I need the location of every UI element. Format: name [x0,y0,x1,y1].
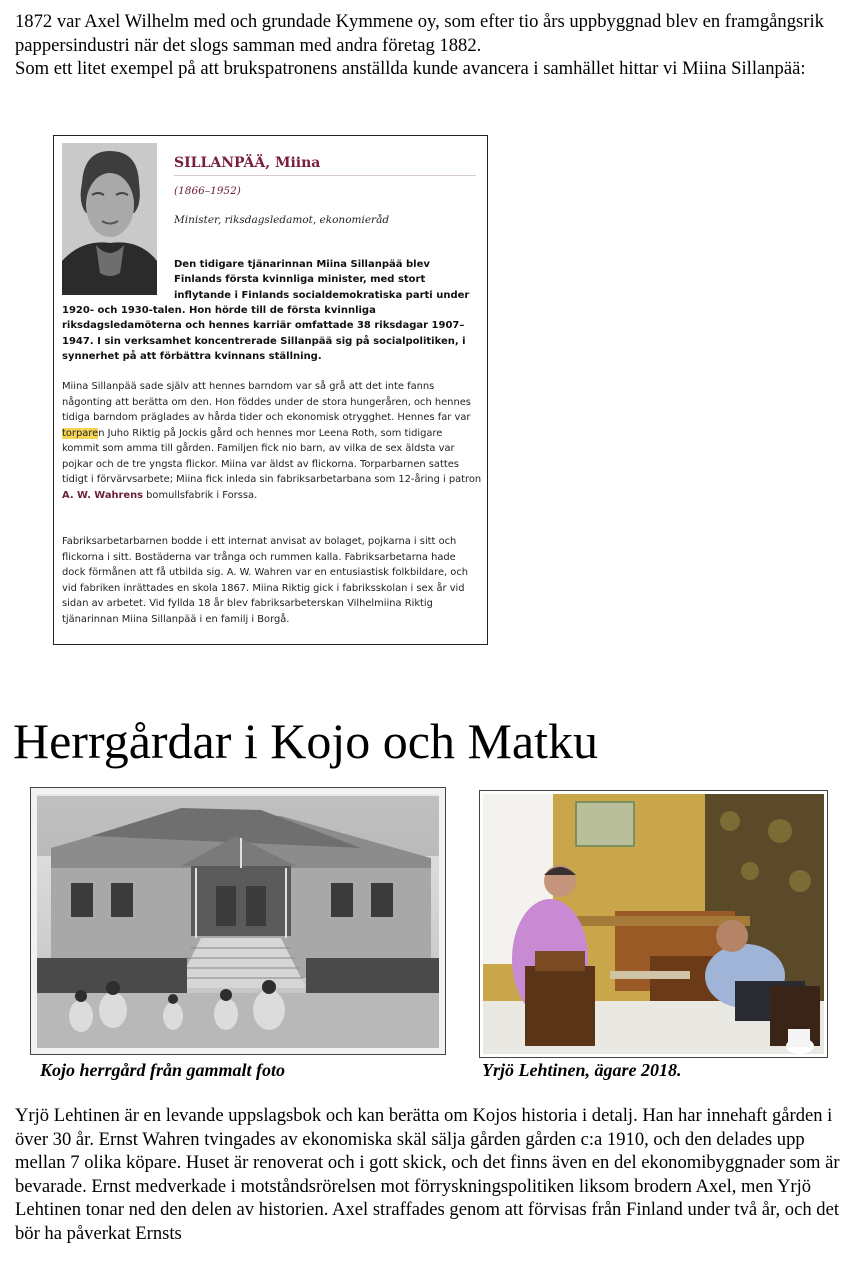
wahren-link[interactable]: A. W. Wahrens [62,489,143,501]
outro-paragraph: Yrjö Lehtinen är en levande uppslagsbok och kan berätta om Kojos historia i detalj. Han har innehaft gården i över 30 år. Ernst Wahren tvingades av ekonomiska skäl sälja gården gården c:a 1910, och den delades upp mellan 7 olika köpare. Huset är renoverat och i gott skick, och det finns även en del ekonomibyggnader som är bevarade. Ernst medverkade i motståndsrörelsen mot förryskningspolitiken liksom brodern Axel, men Yrjö Lehtinen tonar ned den delen av historien. Axel straffades genom att förvisas från Finland under två år, och det bör ha påverkat Ernsts [15,1105,840,1244]
bio-lead-text-bottom: 1920- och 1930-talen. Hon hörde till de första kvinnliga riksdagsledamöterna och hennes karriär omfattade 38 riksdagar 1907–1947. I sin verksamhet koncentrerade Sillanpää sig på socialpolitiken, i synnerhet på att förbättra kvinnans ställning. [62,305,466,363]
intro-line-2: Som ett litet exempel på att brukspatronens anställda kunde avancera i samhället hittar vi Miina Sillanpää: [15,58,806,80]
bio-paragraph-1 [62,379,482,503]
bio-p1-text-b: n Juho Riktig på Jockis gård och hennes mor Leena Roth, som tidigare kommit som amma till gården. Familjen fick nio barn, av vilka de sex äldsta var pojkar och de tre yngsta flickor. Miina var äldst av flickorna. Torparbarnen sattes tidigt i förvärvsarbete; Miina fick inleda sin fabriksarbetarbana som 12-åring i patron [62,427,482,485]
biography-screenshot [53,135,488,645]
section-heading: Herrgårdar i Kojo och Matku [13,713,599,769]
highlighted-word: torpare [62,427,99,439]
owner-photo [479,790,828,1058]
intro-line-1: 1872 var Axel Wilhelm med och grundade Kymmene oy, som efter tio års uppbyggnad blev en framgångsrik pappersindustri när det slogs samman med andra företag 1882. [15,11,824,56]
bio-p1-text-c: bomullsfabrik i Forssa. [143,489,258,501]
living-room-image [480,791,827,1057]
bio-occupation: Minister, riksdagsledamot, ekonomieråd [174,214,390,226]
bio-paragraph-2: Fabriksarbetarbarnen bodde i ett internat anvisat av bolaget, pojkarna i sitt och flickorna i sitt. Bostäderna var trånga och rummen kalla. Fabriksarbetarna hade dock förmånen att få utbilda sig. A. W. Wahren var en entusiastisk folkbildare, och vid fabriken inrättades en skola 1867. Miina Riktig gick i fabriksskolan i sex år vid sidan av arbetet. Vid fyllda 18 år blev fabriksarbeterskan Vilhelmiina Riktig tjänarinnan Miina Sillanpää i en familj i Borgå. [62,536,469,625]
bio-name-heading: SILLANPÄÄ, Miina [174,155,476,176]
manor-house-image [31,788,445,1054]
kojo-photo-caption: Kojo herrgård från gammalt foto [40,1060,286,1080]
bio-years: (1866–1952) [174,185,241,197]
owner-photo-caption: Yrjö Lehtinen, ägare 2018. [482,1060,682,1080]
portrait-image [62,143,157,295]
intro-paragraph [15,10,840,81]
bio-p1-text-a: Miina Sillanpää sade själv att hennes barndom var så grå att det inte fanns någonting att berätta om den. Hon föddes under de stora hungeråren, och hennes tidiga barndom präglades av hårda tider och ekonomisk otrygghet. Hennes far var [62,381,471,423]
kojo-manor-photo [30,787,446,1055]
portrait-photo [62,143,157,295]
bio-lead-text-top: Den tidigare tjänarinnan Miina Sillanpää blev Finlands första kvinnliga minister, med stort inflytande i Finlands socialdemokratiska parti under [174,259,470,301]
